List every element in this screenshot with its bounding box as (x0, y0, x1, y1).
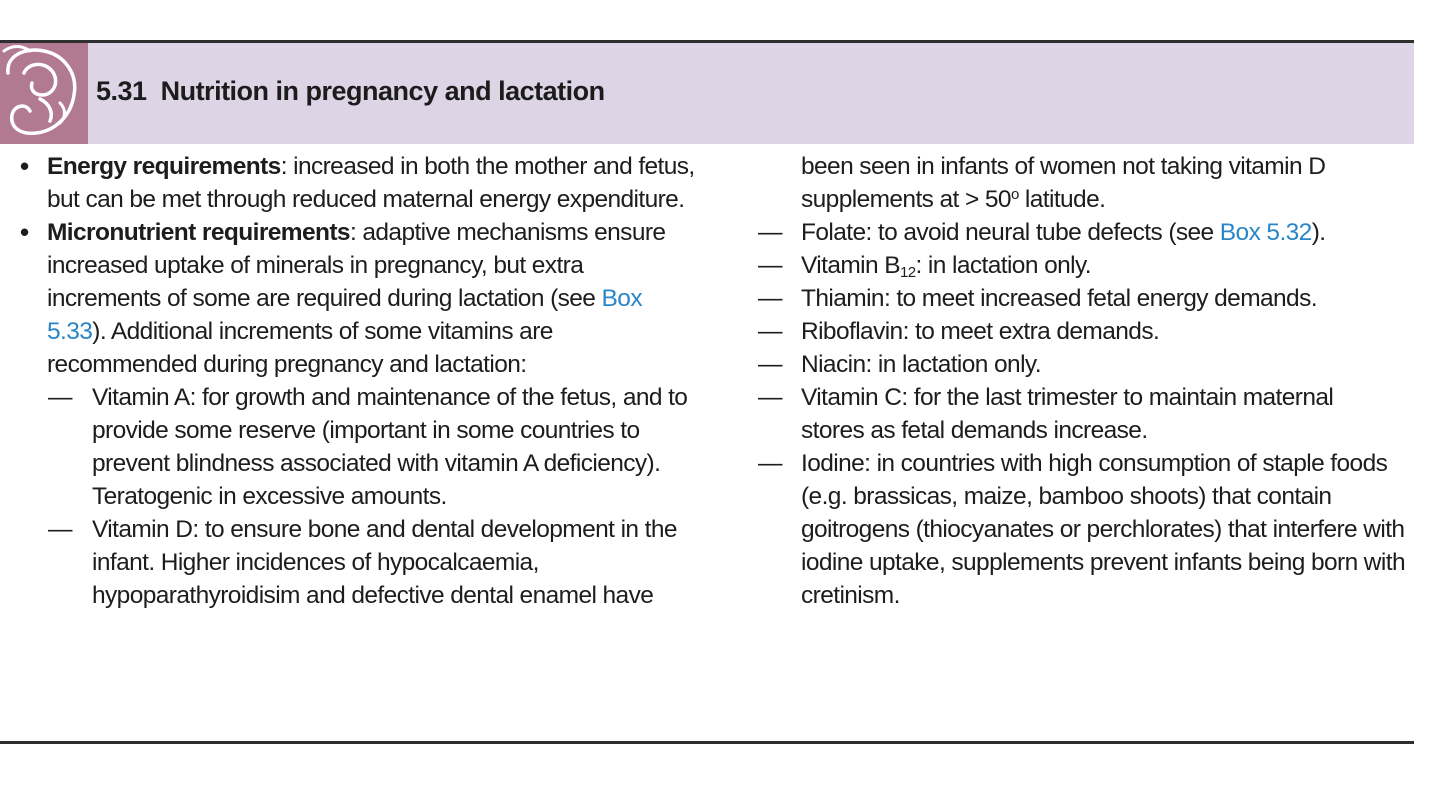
sub-item: — Vitamin A: for growth and maintenance of the fetus, and to (20, 381, 700, 414)
text-line: cretinism. (801, 582, 900, 609)
dash-icon: — (758, 384, 782, 411)
box-number: 5.31 (96, 76, 147, 106)
sub-item: — Niacin: in lactation only. (758, 348, 1408, 381)
text-line: but can be met through reduced maternal energy expenditure. (47, 186, 685, 213)
text-line: supplements at > $50^o$ latitude. (801, 186, 1106, 213)
energy-term: Energy requirements (47, 153, 281, 180)
dash-icon: — (758, 450, 782, 477)
box-5-33-link[interactable]: Box (601, 285, 642, 312)
dash-icon: — (758, 285, 782, 312)
dash-icon: — (48, 384, 72, 411)
sub-item: — Vitamin C: for the last trimester to maintain maternal (758, 381, 1408, 414)
list-item: • Micronutrient requirements: adaptive mechanisms ensure (20, 217, 666, 247)
sub-item: — Riboflavin: to meet extra demands. (758, 315, 1408, 348)
box-title-text: Nutrition in pregnancy and lactation (160, 76, 605, 106)
text-line: recommended during pregnancy and lactation: (47, 351, 527, 378)
text-line: iodine uptake, supplements prevent infants being born with (801, 549, 1405, 576)
bottom-rule (0, 741, 1414, 744)
text-line: Teratogenic in excessive amounts. (92, 483, 447, 510)
list-item: • Energy requirements: increased in both the mother and fetus, (20, 151, 695, 181)
text-line: increments of some are required during lactation (see Box (47, 285, 642, 312)
right-column (758, 150, 1408, 612)
text-line: provide some reserve (important in some countries to (92, 417, 640, 444)
dash-icon: — (758, 318, 782, 345)
sub-item: — Vitamin D: to ensure bone and dental development in the (20, 513, 700, 546)
box-title (96, 76, 605, 107)
fetus-icon (0, 43, 88, 144)
box-5-33-link-cont[interactable]: 5.33 (47, 318, 93, 345)
sub-item: — Iodine: in countries with high consumption of staple foods (758, 447, 1408, 480)
text-line: (e.g. brassicas, maize, bamboo shoots) that contain (801, 483, 1332, 510)
micronutrient-term: Micronutrient requirements (47, 219, 350, 246)
bullet-icon: • (20, 217, 29, 247)
text-line: stores as fetal demands increase. (801, 417, 1148, 444)
text-line: goitrogens (thiocyanates or perchlorates) that interfere with (801, 516, 1405, 543)
sub-item: — Thiamin: to meet increased fetal energy demands. (758, 282, 1408, 315)
text-line: been seen in infants of women not taking vitamin D (801, 153, 1326, 180)
left-column (20, 150, 700, 612)
dash-icon: — (758, 252, 782, 279)
text-line: hypoparathyroidisim and defective dental enamel have (92, 582, 654, 609)
bullet-icon: • (20, 151, 29, 181)
text-line: 5.33). Additional increments of some vitamins are (47, 318, 553, 345)
text-line: infant. Higher incidences of hypocalcaemia, (92, 549, 539, 576)
dash-icon: — (758, 219, 782, 246)
box-5-32-link[interactable]: Box 5.32 (1219, 219, 1312, 246)
text-line: increased uptake of minerals in pregnancy, but extra (47, 252, 584, 279)
sub-item: — Folate: to avoid neural tube defects (see Box 5.32). (758, 216, 1408, 249)
dash-icon: — (48, 516, 72, 543)
dash-icon: — (758, 351, 782, 378)
text-line: prevent blindness associated with vitamin A deficiency). (92, 450, 661, 477)
sub-item: — Vitamin $B_{12}$: in lactation only. (758, 249, 1408, 282)
